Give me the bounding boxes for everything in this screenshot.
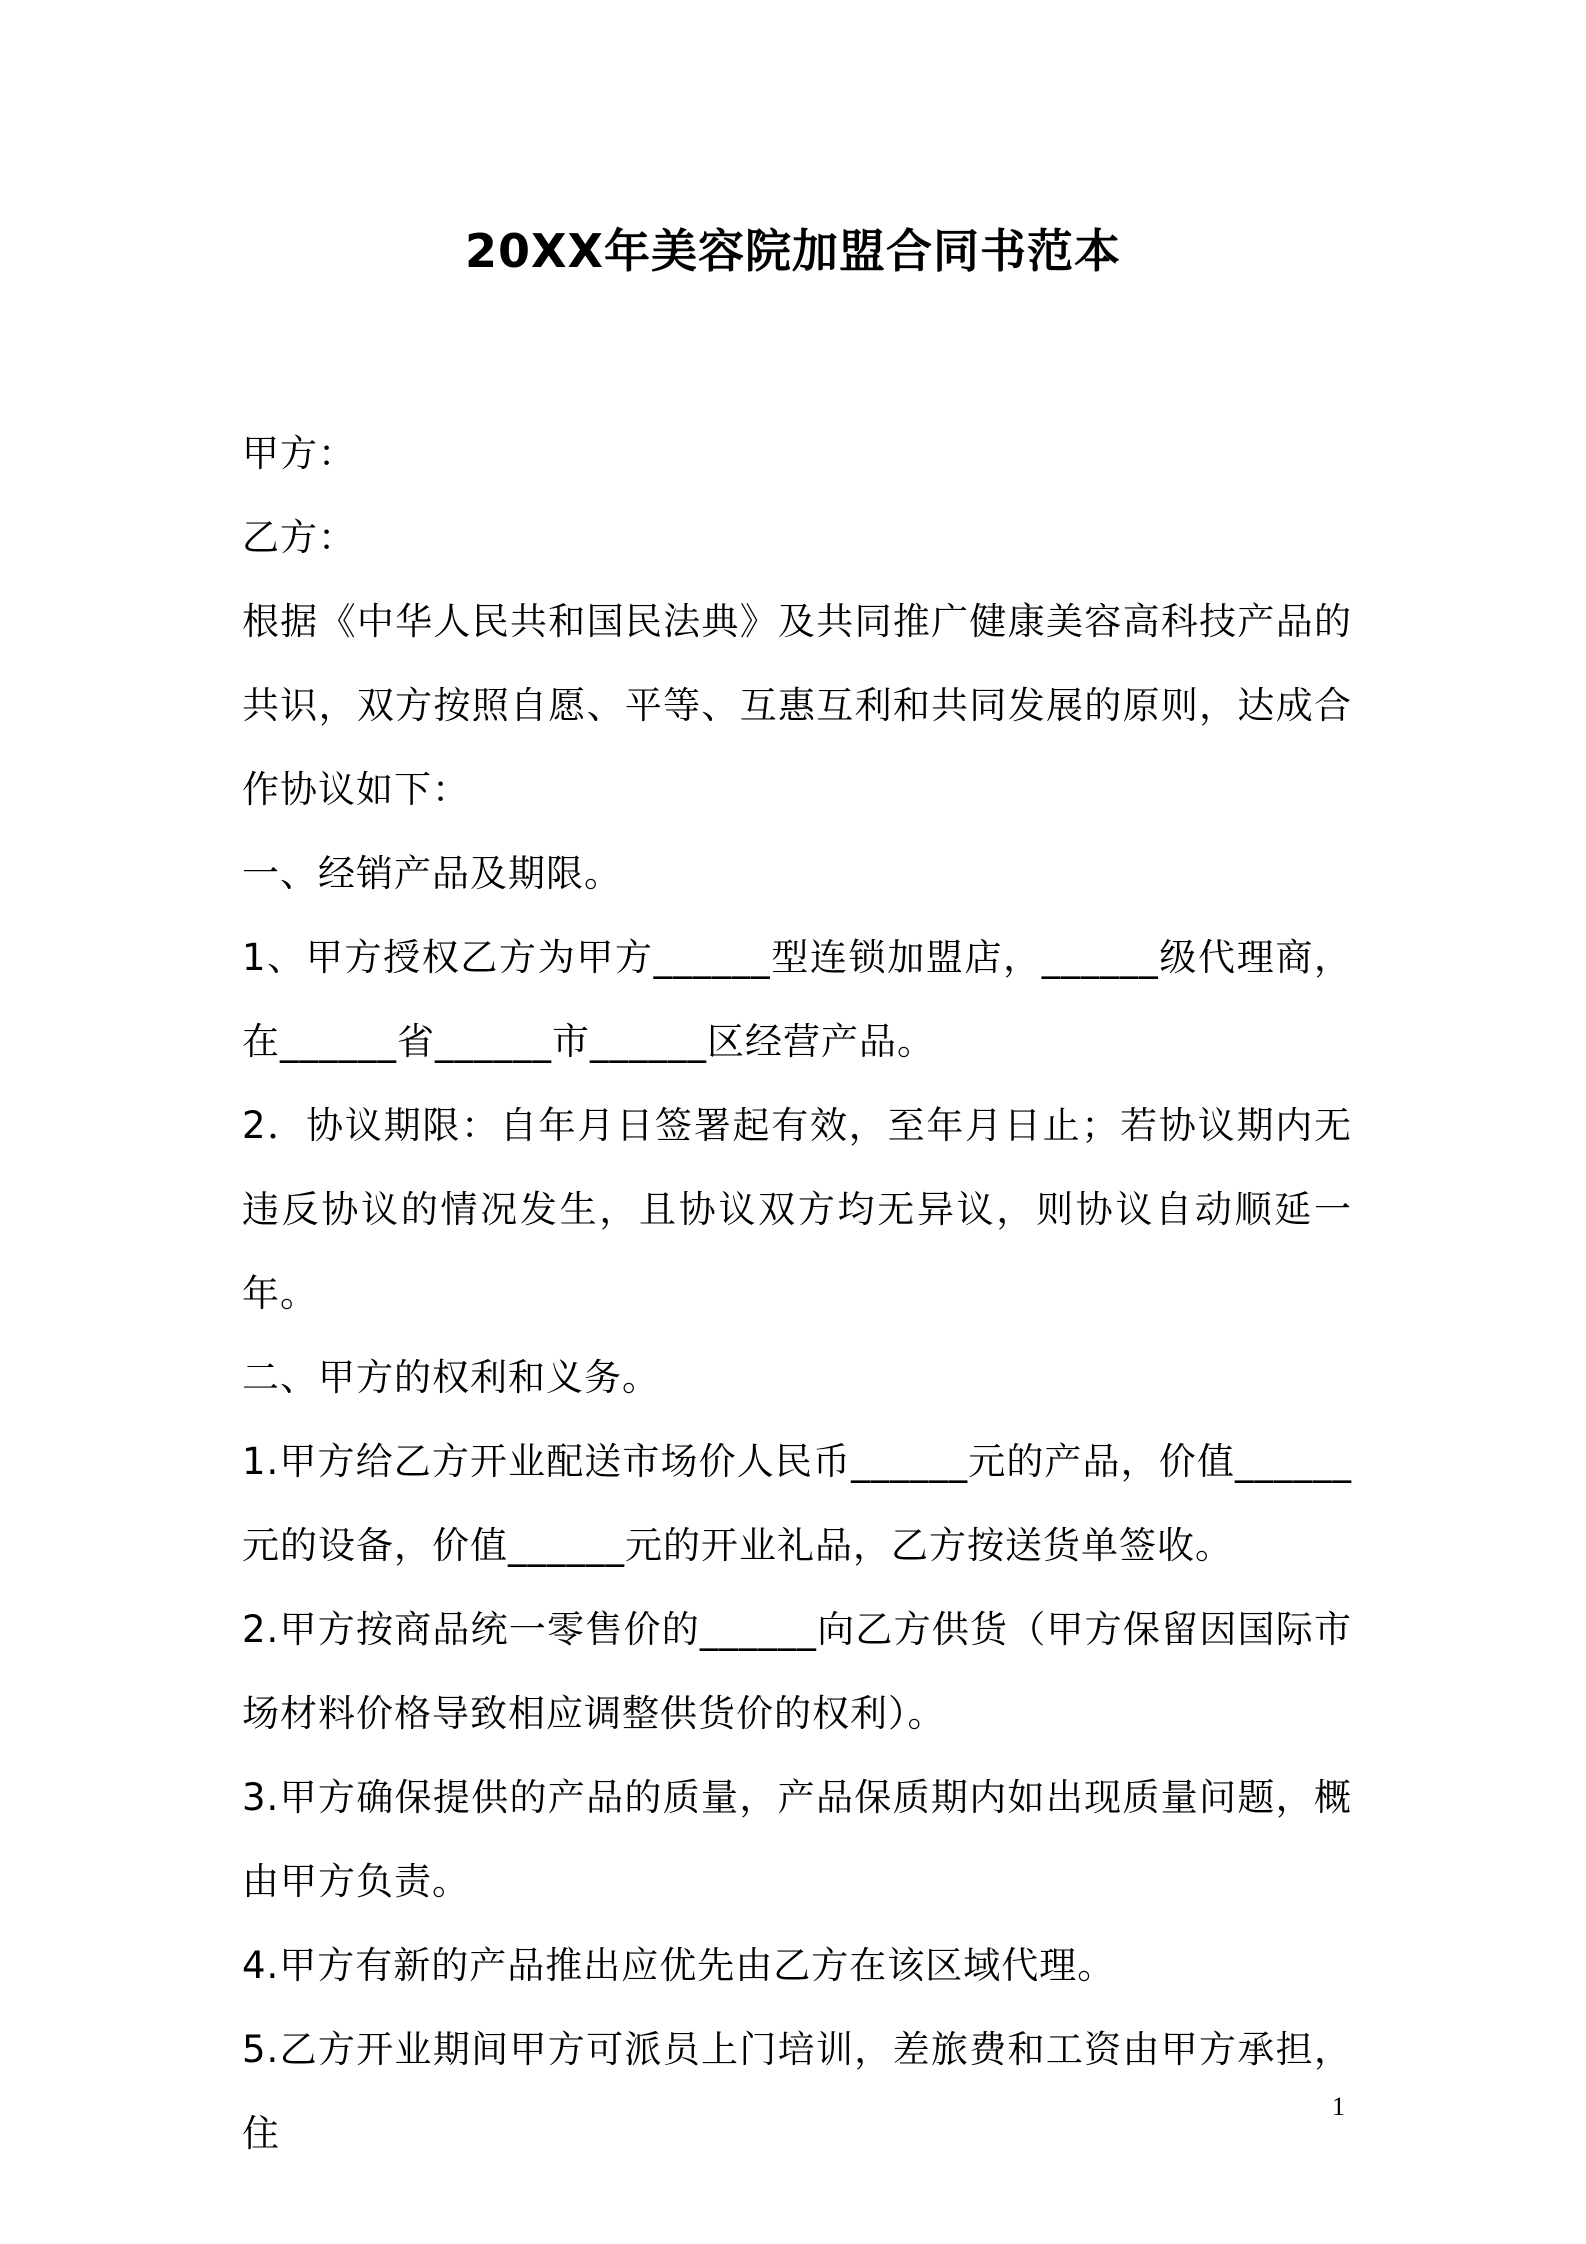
- clause-2-3: 3.甲方确保提供的产品的质量，产品保质期内如出现质量问题，概由甲方负责。: [242, 1776, 1352, 1903]
- clause-2-1: 1.甲方给乙方开业配送市场价人民币______元的产品，价值______元的设备，价值______元的开业礼品，乙方按送货单签收。: [242, 1440, 1352, 1567]
- clause-2-2: 2.甲方按商品统一零售价的______向乙方供货（甲方保留因国际市场材料价格导致相应调整供货价的权利）。: [242, 1608, 1352, 1735]
- section-heading-1: 一、经销产品及期限。: [242, 852, 622, 895]
- page-number: 1: [1332, 2092, 1345, 2121]
- clause-1-2: 2．协议期限：自年月日签署起有效，至年月日止；若协议期内无违反协议的情况发生，且协议双方均无异议，则协议自动顺延一年。: [242, 1104, 1352, 1315]
- clause-1-1: 1、甲方授权乙方为甲方______型连锁加盟店，______级代理商，在______省______市______区经营产品。: [242, 936, 1352, 1063]
- party-a-line: 甲方：: [242, 432, 356, 475]
- party-b-line: 乙方：: [242, 516, 356, 559]
- clause-2-4: 4.甲方有新的产品推出应优先由乙方在该区域代理。: [242, 1944, 1116, 1987]
- section-heading-2: 二、甲方的权利和义务。: [242, 1356, 660, 1399]
- clause-2-5: 5.乙方开业期间甲方可派员上门培训，差旅费和工资由甲方承担，住: [242, 2028, 1352, 2155]
- document-body: [242, 412, 1352, 2176]
- preamble-paragraph: 根据《中华人民共和国民法典》及共同推广健康美容高科技产品的共识，双方按照自愿、平等、互惠互利和共同发展的原则，达成合作协议如下：: [242, 600, 1352, 811]
- document-title: 20XX年美容院加盟合同书范本: [465, 224, 1121, 278]
